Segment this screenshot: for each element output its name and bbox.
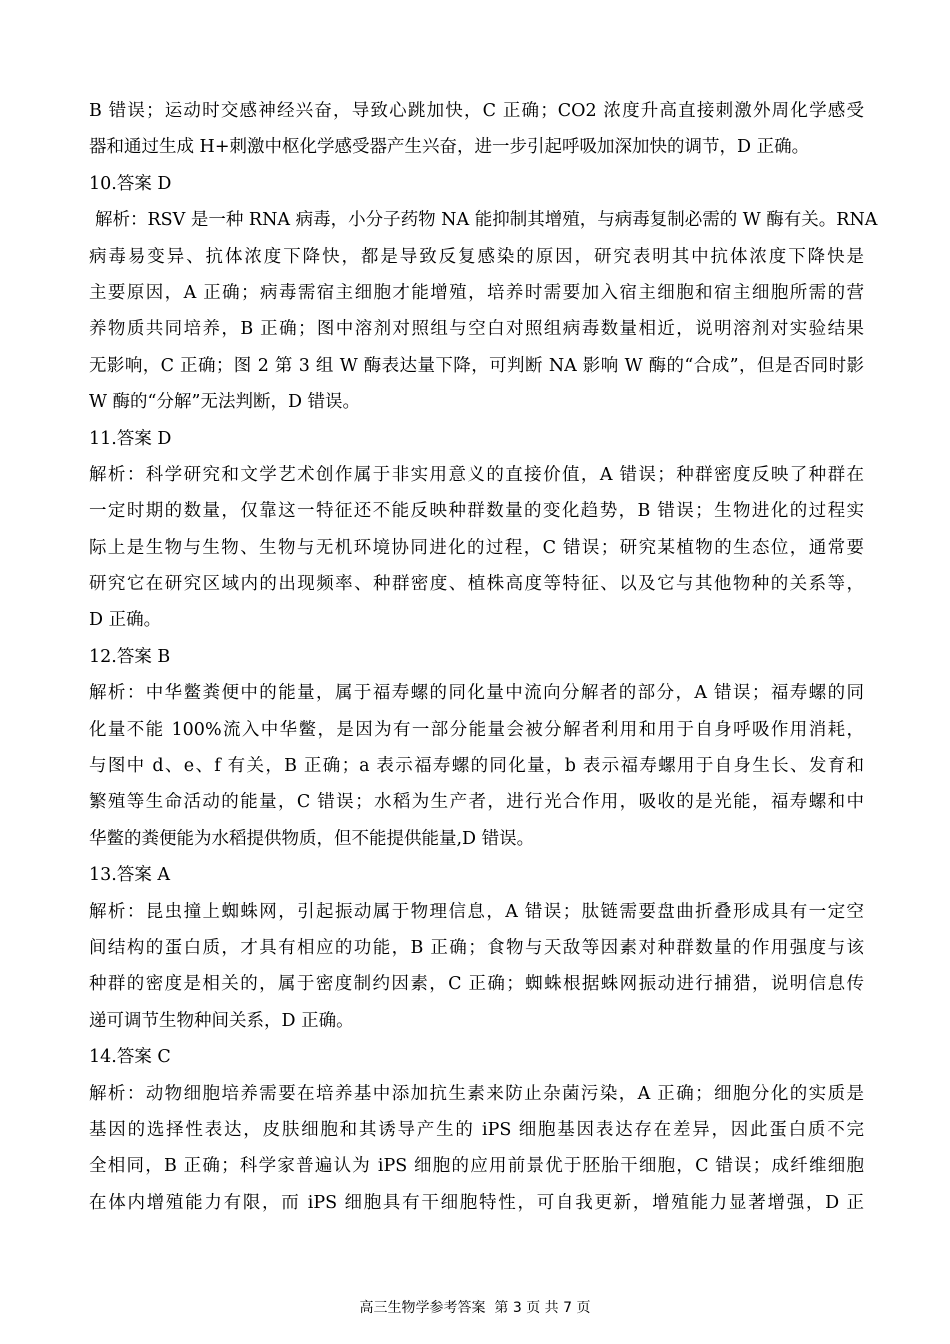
text-line: D 正确。 bbox=[89, 610, 162, 631]
answer-11 bbox=[89, 421, 864, 639]
answer-13 bbox=[89, 857, 864, 1039]
text-line: 主要原因，A 正确；病毒需宿主细胞才能增殖，培养时需要加入宿主细胞和宿主细胞所需的营 bbox=[89, 282, 864, 303]
text-line: 病毒易变异、抗体浓度下降快，都是导致反复感染的原因，研究表明其中抗体浓度下降快是 bbox=[89, 246, 864, 267]
text-line: 繁殖等生命活动的能量，C 错误；水稻为生产者，进行光合作用，吸收的是光能，福寿螺和中 bbox=[89, 792, 864, 813]
text-line: 解析：中华鳖粪便中的能量，属于福寿螺的同化量中流向分解者的部分，A 错误；福寿螺的同 bbox=[89, 683, 864, 704]
text-line: 解析：昆虫撞上蜘蛛网，引起振动属于物理信息，A 错误；肽链需要盘曲折叠形成具有一定空 bbox=[89, 901, 864, 922]
text-line: 化量不能 100%流入中华鳖，是因为有一部分能量会被分解者利用和用于自身呼吸作用消耗， bbox=[89, 719, 864, 740]
text-line: 养物质共同培养，B 正确；图中溶剂对照组与空白对照组病毒数量相近，说明溶剂对实验结果 bbox=[89, 319, 864, 340]
text-line: 全相同，B 正确；科学家普遍认为 iPS 细胞的应用前景优于胚胎干细胞，C 错误；成纤维细胞 bbox=[89, 1156, 864, 1177]
text-line: 种群的密度是相关的，属于密度制约因素，C 正确；蜘蛛根据蛛网振动进行捕猎，说明信息传 bbox=[89, 974, 864, 995]
text-line: W 酶的“分解”无法判断，D 错误。 bbox=[89, 392, 361, 413]
text-line: 解析：科学研究和文学艺术创作属于非实用意义的直接价值，A 错误；种群密度反映了种群在 bbox=[89, 464, 864, 485]
continuation-block bbox=[89, 93, 864, 166]
answer-10 bbox=[89, 166, 878, 421]
answer-heading: 12.答案 B bbox=[89, 646, 171, 667]
answer-heading: 13.答案 A bbox=[89, 865, 171, 886]
text-line: 解析：动物细胞培养需要在培养基中添加抗生素来防止杂菌污染，A 正确；细胞分化的实质是 bbox=[89, 1083, 864, 1104]
text-line: 研究它在研究区域内的出现频率、种群密度、植株高度等特征、以及它与其他物种的关系等， bbox=[89, 574, 864, 595]
text-line: 间结构的蛋白质，才具有相应的功能，B 正确；食物与天敌等因素对种群数量的作用强度与该 bbox=[89, 937, 864, 958]
text-line: 在体内增殖能力有限，而 iPS 细胞具有干细胞特性，可自我更新，增殖能力显著增强，D 正 bbox=[89, 1192, 864, 1213]
page-footer: 高三生物学参考答案 第 3 页 共 7 页 bbox=[359, 1300, 591, 1316]
answer-12 bbox=[89, 639, 864, 857]
answer-content bbox=[89, 93, 878, 1221]
text-line: 一定时期的数量，仅靠这一特征还不能反映种群数量的变化趋势，B 错误；生物进化的过程实 bbox=[89, 501, 864, 522]
text-line: 华鳖的粪便能为水稻提供物质，但不能提供能量,D 错误。 bbox=[89, 828, 535, 849]
answer-heading: 10.答案 D bbox=[89, 173, 172, 194]
text-line: 递可调节生物种间关系，D 正确。 bbox=[89, 1010, 354, 1031]
text-line: 无影响，C 正确；图 2 第 3 组 W 酶表达量下降，可判断 NA 影响 W 酶的“合成”，但是否同时影 bbox=[89, 355, 864, 376]
answer-heading: 11.答案 D bbox=[89, 428, 172, 449]
text-line: 与图中 d、e、f 有关，B 正确；a 表示福寿螺的同化量，b 表示福寿螺用于自身生长、发育和 bbox=[89, 756, 864, 777]
text-line: 器和通过生成 H+刺激中枢化学感受器产生兴奋，进一步引起呼吸加深加快的调节，D 正确。 bbox=[89, 137, 810, 158]
text-line: 基因的选择性表达，皮肤细胞和其诱导产生的 iPS 细胞基因表达存在差异，因此蛋白质不完 bbox=[89, 1119, 864, 1140]
text-line: 解析：RSV 是一种 RNA 病毒，小分子药物 NA 能抑制其增殖，与病毒复制必需的 W 酶有关。RNA bbox=[95, 210, 878, 231]
text-line: B 错误；运动时交感神经兴奋，导致心跳加快，C 正确；CO2 浓度升高直接刺激外周化学感受 bbox=[89, 101, 864, 121]
text-line: 际上是生物与生物、生物与无机环境协同进化的过程，C 错误；研究某植物的生态位，通常要 bbox=[89, 537, 864, 558]
answer-14 bbox=[89, 1039, 864, 1221]
answer-heading: 14.答案 C bbox=[89, 1047, 171, 1068]
